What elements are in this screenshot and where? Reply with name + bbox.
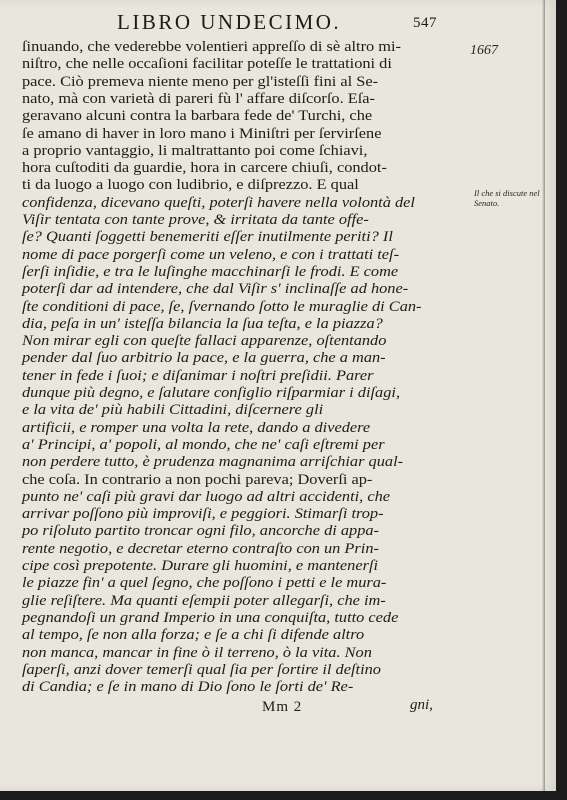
text-line: e la vita de' più habili Cittadini, diſcernere gli: [22, 402, 324, 419]
text-line: glie reſiſtere. Ma quanti eſempii poter allegarſi, che im-: [22, 592, 386, 609]
text-line: dia, peſa in un' isteſſa bilancia la ſua teſta, e la piazza?: [22, 315, 383, 332]
text-line: pace. Ciò premeva niente meno per gl'isteſſi fini al Se-: [22, 73, 379, 90]
text-line: Viſir tentata con tante prove, & irritata da tante offe-: [22, 212, 369, 228]
text-line: nome di pace porgerſi come un veleno, e con i trattati teſ-: [22, 246, 400, 263]
text-line: tener in fede i ſuoi; e diſanimar i noſtri preſidii. Parer: [22, 367, 374, 384]
text-line: artificii, e romper una volta la rete, dando a divedere: [22, 419, 371, 436]
text-line: al tempo, ſe non alla forza; e ſe a chi ſi difende altro: [22, 627, 365, 644]
text-line: Non mirar egli con queſte fallaci apparenze, oſtentando: [22, 333, 387, 350]
text-line: po riſoluto partito troncar ogni filo, ancorche di appa-: [22, 523, 380, 540]
margin-year: 1667: [470, 43, 498, 58]
text-line: di Candia; e ſe in mano di Dio ſono le ſorti de' Re-: [22, 679, 354, 696]
text-line: che coſa. In contrario a non pochi pareva; Doverſi ap-: [22, 471, 373, 488]
marginal-note: Il che si discute nel Senato.: [474, 188, 540, 208]
text-line: geravano alcuni contra la barbara fede de' Turchi, che: [22, 108, 373, 125]
text-line: non perdere tutto, è prudenza magnanima arriſchiar qual-: [22, 454, 404, 471]
text-line: poterſi dar ad intendere, che dal Viſir s' inclinaſſe ad hone-: [22, 281, 409, 298]
text-line: pender dal ſuo arbitrio la pace, e la guerra, che a man-: [22, 350, 386, 367]
text-line: ſerſi inſidie, e tra le luſinghe macchinarſi le frodi. E come: [22, 263, 399, 280]
text-line: cipe così prepotente. Durare gli huomini, e mantenerſi: [22, 558, 379, 574]
running-head: LIBRO UNDECIMO.: [117, 10, 342, 34]
page-edge-shadow: [542, 0, 545, 791]
signature-mark: Mm 2: [262, 699, 303, 715]
text-line: ſe amano di haver in loro mano i Miniſtri per ſervirſene: [22, 125, 382, 142]
text-line: arrivar poſſono più improviſi, e peggiori. Stimarſi trop-: [22, 506, 384, 523]
text-line: a proprio vantaggio, li maltrattanto poi come ſchiavi,: [22, 142, 368, 159]
text-line: rente negotio, e decretar eterno contraſto con un Prin-: [22, 540, 379, 557]
text-line: nato, mà con varietà di pareri fù l' affare diſcorſo. Eſa-: [22, 90, 375, 107]
text-line: punto ne' caſi più gravi dar luogo ad altri accidenti, che: [22, 488, 391, 505]
text-line: ſte conditioni di pace, ſe, ſvernando ſotto le muraglie di Can-: [22, 298, 422, 315]
catchword: gni,: [410, 697, 433, 713]
text-line: a' Principi, a' popoli, al mondo, che ne' caſi eſtremi per: [22, 436, 385, 453]
page-number: 547: [413, 15, 437, 31]
text-line: non manca, mancar in fine ò il terreno, ò la vita. Non: [22, 644, 372, 661]
text-line: ſinuando, che vederebbe volentieri appreſſo di sè altro mi-: [22, 39, 401, 55]
text-line: ti da luogo a luogo con ludibrio, e diſprezzo. E qual: [22, 177, 359, 194]
text-line: le piazze fin' a quel ſegno, che poſſono i petti e le mura-: [22, 575, 387, 592]
text-line: ſe? Quanti ſoggetti benemeriti eſſer inutilmente periti? Il: [22, 229, 393, 246]
text-line: niſtro, che nelle occaſioni facilitar poteſſe le trattationi di: [22, 56, 392, 73]
text-line: ſaperſi, anzi dover temerſi qual ſia per ſortire il deſtino: [22, 661, 381, 678]
text-line: confidenza, dicevano queſti, poterſi havere nella volontà del: [22, 194, 415, 211]
text-line: hora cuſtoditi da guardie, hora in carcere chiuſi, condot-: [22, 160, 387, 177]
text-line: dunque più degno, e ſalutare conſiglio riſparmiar i diſagi,: [22, 385, 401, 401]
text-line: pegnandoſi un grand Imperio in una conquiſta, tutto cede: [22, 609, 399, 626]
